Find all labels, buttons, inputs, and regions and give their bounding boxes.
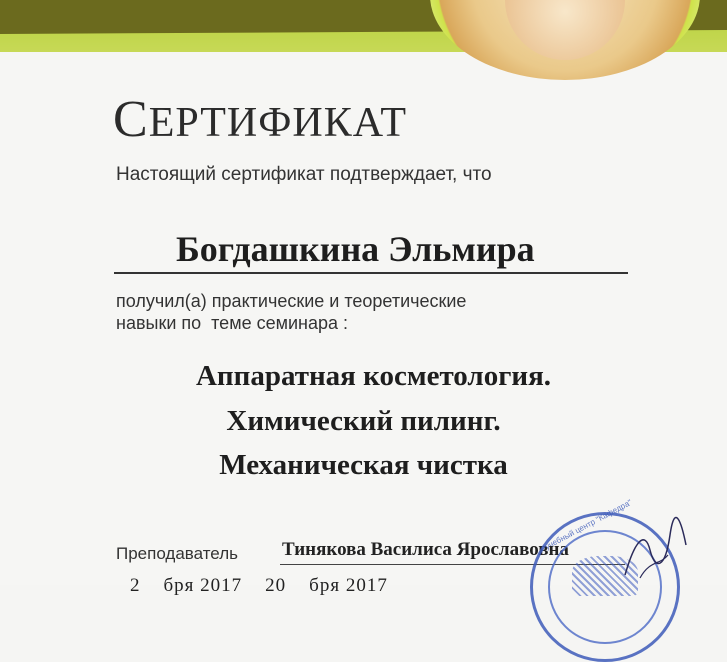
name-underline [114, 272, 628, 274]
teacher-label: Преподаватель [116, 544, 238, 563]
signature-mark [620, 520, 690, 580]
topic-line-3: Механическая чистка [219, 449, 508, 481]
received-line-1: получил(а) практические и теоретические [116, 291, 467, 311]
seminar-dates: 2 бря 2017 20 бря 2017 [130, 575, 388, 596]
stamp-text: учебный центр "Кафедра" [543, 497, 634, 552]
title-first-letter: С [113, 91, 149, 148]
teacher-name: Тинякова Василиса Ярославовна [282, 539, 569, 560]
topic-line-1: Аппаратная косметология. [195, 360, 552, 392]
topic-line-2: Химический пилинг. [226, 405, 501, 437]
received-line-2: навыки по теме семинара : [116, 313, 348, 333]
title-rest: ЕРТИФИКАТ [148, 100, 408, 146]
certificate-title [113, 90, 407, 149]
received-text [116, 290, 636, 334]
confirm-text: Настоящий сертификат подтверждает, что [116, 164, 492, 185]
recipient-name: Богдашкина Эльмира [176, 229, 535, 269]
